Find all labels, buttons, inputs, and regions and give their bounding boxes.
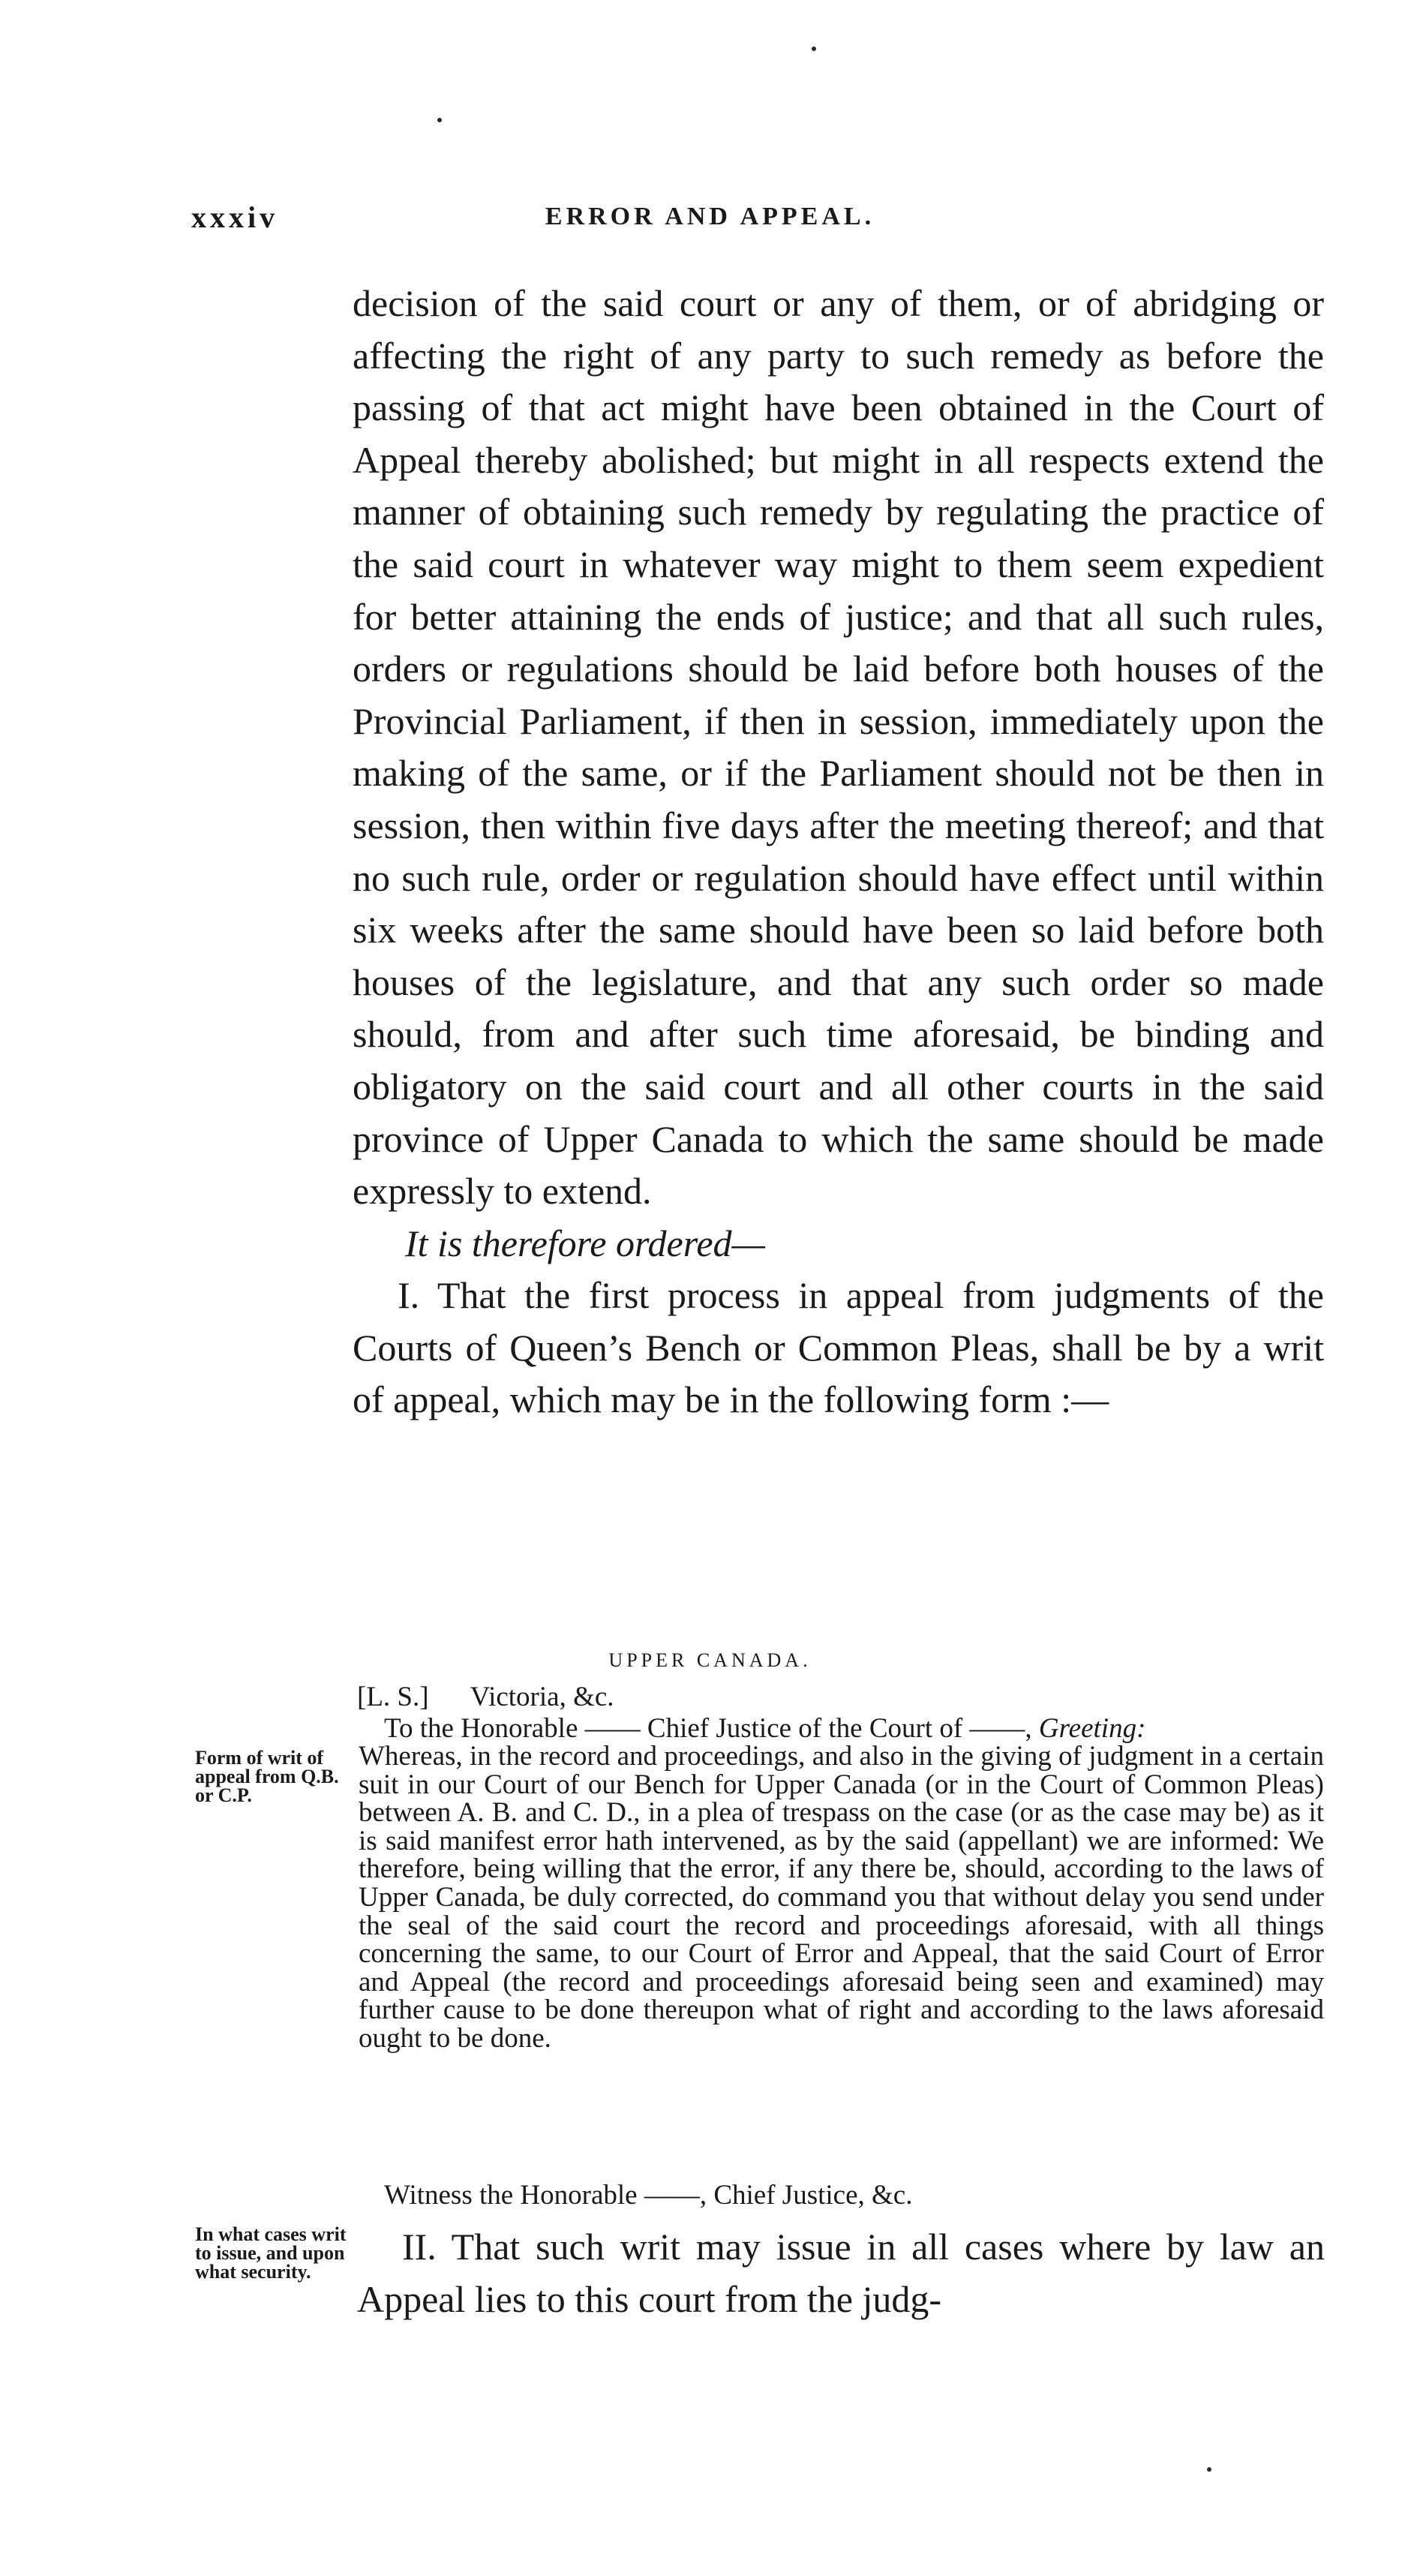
writ-address — [359, 1715, 1324, 1743]
writ-body — [359, 1742, 1324, 2053]
writ-seal-line — [357, 1681, 656, 1713]
writ-witness — [359, 2181, 1324, 2210]
writ-addressee: To the Honorable —— Chief Justice of the Court of ——, — [384, 1713, 1039, 1744]
writ-whereas: Whereas, in the record and proceedings, and also in the giving of judgment in a certain suit in our Court of our Bench for Upper Canada (or in the Court of Common Pleas) between A. B. and C. D., in a plea of trespass on the case (or as the case may be) as it is said manifest error hath intervened, as by the said (appellant) we are informed: We therefore, being willing that the error, if any there be, should, according to the laws of Upper Canada, be duly corrected, do command you that without delay you send under the seal of the said court the record and proceedings aforesaid, with all things concerning the same, to our Court of Error and Appeal, that the said Court of Error and Appeal (the record and proceedings aforesaid being seen and examined) may further cause to be done thereupon what of right and according to the laws aforesaid ought to be done. — [359, 1741, 1324, 2054]
article-two-block — [357, 2221, 1325, 2325]
order-heading: It is therefore ordered— — [405, 1222, 766, 1264]
page-number: xxxiv — [191, 200, 279, 234]
margin-note-form-of-writ: Form of writ of appeal from Q.B. or C.P. — [195, 1747, 339, 1806]
continued-paragraph: decision of the said court or any of them, or of abridging or affecting the right of any party to such remedy as before the passing of that act might have been obtained in the Court of Appeal thereby abolished; but might in all respects extend the manner of obtaining such remedy by regulating the practice of the said court in whatever way might to them seem expedient for better attaining the ends of justice; and that all such rules, orders or regulations should be laid before both houses of the Provincial Parliament, if then in session, immediately upon the making of the same, or if the Parliament should not be then in session, then within five days after the meeting thereof; and that no such rule, order or regulation should have effect until within six weeks after the same should have been so laid before both houses of the legislature, and that any such order so made should, from and after such time aforesaid, be binding and obligatory on the said court and all other courts in the said province of Upper Canada to which the same should be made expressly to extend. — [353, 282, 1324, 1213]
ink-speck — [812, 47, 816, 51]
main-text — [353, 278, 1324, 1426]
ink-speck — [1207, 2467, 1211, 2472]
sovereign-style: Victoria, &c. — [470, 1682, 614, 1712]
ink-speck — [437, 118, 442, 122]
running-title: ERROR AND APPEAL. — [545, 203, 875, 230]
writ-greeting: Greeting: — [1038, 1713, 1146, 1744]
writ-witness-line: Witness the Honorable ——, Chief Justice, &c. — [384, 2180, 913, 2211]
writ-heading: UPPER CANADA. — [608, 1649, 812, 1671]
article-one: I. That the first process in appeal from judgments of the Courts of Queen’s Bench or Common Pleas, shall be by a writ of appeal, which may be in the following form :— — [353, 1274, 1324, 1421]
seal-mark: [L. S.] — [357, 1682, 429, 1712]
article-two: II. That such writ may issue in all cases where by law an Appeal lies to this court from the judg- — [357, 2226, 1325, 2320]
margin-note-writ-issue: In what cases writ to issue, and upon what security. — [195, 2223, 347, 2283]
